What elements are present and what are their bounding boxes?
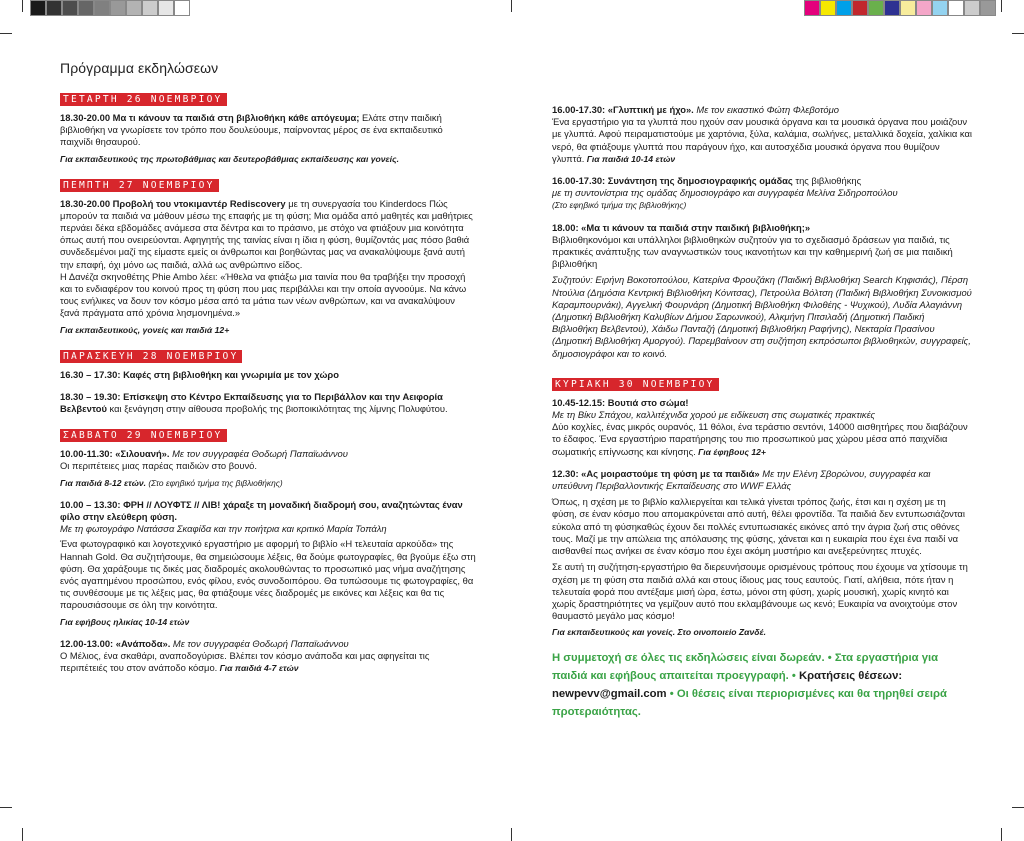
grayscale-color-bar	[30, 0, 190, 16]
crop-mark-left-lower	[0, 807, 12, 808]
crop-mark-bottom-center	[511, 828, 512, 841]
event-title: 10.00-11.30: «Σιλουανή».	[60, 448, 170, 460]
event-text: Ο Μέλιος, ένα σκαθάρι, αναποδογύρισε. Βλέπει τον κόσμο ανάποδα και μας αφηγείται τις περιπέτειές του στον ανάποδο κόσμο.	[60, 649, 430, 674]
event-audience-note: Για παιδιά 8-12 ετών.	[60, 477, 147, 488]
gray-swatch-6	[126, 0, 142, 16]
event-host: Με τη φωτογράφο Νατάσσα Σκαφίδα και την ποιήτρια και κριτικό Μαρία Τοπάλη	[60, 523, 387, 535]
color-swatch-5	[884, 0, 900, 16]
event-sat-4	[552, 104, 972, 165]
event-host: Με τον εικαστικό Φώτη Φλεβοτόμο	[693, 104, 839, 115]
event-location-note: (Στο εφηβικό τμήμα της βιβλιοθήκης)	[552, 200, 687, 211]
page-title: Πρόγραμμα εκδηλώσεων	[60, 60, 219, 76]
gray-swatch-1	[46, 0, 62, 16]
event-wed-1	[60, 112, 476, 165]
gray-swatch-3	[78, 0, 94, 16]
crop-mark-right-upper	[1012, 33, 1024, 34]
event-audience-note: Για εκπαιδευτικούς και γονείς. Στο οινοποιείο Ζανδέ.	[552, 627, 766, 638]
crop-mark-right-lower	[1012, 807, 1024, 808]
event-title: 12.00-13.00: «Ανάποδα».	[60, 637, 171, 649]
event-sat-2	[60, 499, 476, 628]
day-banner-sunday: ΚΥΡΙΑΚΗ 30 ΝΟΕΜΒΡΙΟΥ	[552, 378, 719, 391]
crop-mark-bottom-left	[22, 828, 23, 841]
color-swatch-8	[932, 0, 948, 16]
gray-swatch-9	[174, 0, 190, 16]
event-audience-note: Για εκπαιδευτικούς της πρωτοβάθμιας και δευτεροβάθμιας εκπαίδευσης και γονείς.	[60, 153, 400, 164]
event-text: Ελάτε στην παιδική βιβλιοθήκη να γνωρίσετε τον τρόπο που δουλεύουμε, παίρνοντας μέρος σε ένα εκπαιδευτικό παιχνίδι θησαυρού.	[60, 112, 443, 148]
event-sun-2	[552, 468, 972, 638]
event-title: 16.30 – 17.30: Καφές στη βιβλιοθήκη και γνωριμία με τον χώρο	[60, 368, 339, 380]
color-swatch-4	[868, 0, 884, 16]
gray-swatch-4	[94, 0, 110, 16]
reservation-email-text: Κρατήσεις θέσεων: newpevv@gmail.com	[552, 670, 903, 701]
event-title: 18.30 – 19.30: Επίσκεψη στο Κέντρο Εκπαίδευσης για το Περιβάλλον και την Αειφορία Βελβεντού	[60, 390, 443, 415]
crop-mark-left-upper	[0, 33, 12, 34]
event-title: 16.00-17.30: Συνάντηση της δημοσιογραφικής ομάδας	[552, 175, 793, 187]
event-text-2: Σε αυτή τη συζήτηση-εργαστήριο θα διερευνήσουμε ορισμένους τρόπους που έχουμε να χτίσουμε τη σχέση με τη φύση στα παιδιά αλλά και στους ίδιους μας τους εαυτούς. Γιατί, αλήθεια, πότε ήταν η τελευταία φορά που αντέξαμε μισή ώρα, έστω, μόνοι στη φύση, χωρίς μουσική, χωρίς κινητό και χωρίς δραστηριότητες να γεμίζουν αυτό που εκλαμβάνουμε ως κενό; Ευκαιρία να ανοιχτούμε στον θαυμαστό μεγάλο μας κόσμο!	[552, 561, 968, 622]
color-swatch-1	[820, 0, 836, 16]
left-page	[60, 60, 476, 684]
day-section-saturday	[60, 425, 476, 674]
event-sat-6	[552, 222, 972, 360]
event-thu-1	[60, 198, 476, 336]
color-swatch-10	[964, 0, 980, 16]
day-section-sunday	[552, 374, 972, 638]
crop-mark-top-right	[1001, 0, 1002, 12]
event-audience-note: Για παιδιά 4-7 ετών	[217, 663, 299, 674]
crop-mark-top-center	[511, 0, 512, 12]
color-swatch-6	[900, 0, 916, 16]
event-text: Βιβλιοθηκονόμοι και υπάλληλοι βιβλιοθηκών συζητούν για το σχεδιασμό δράσεων για παιδιά, τις πρακτικές ανάπτυξης των αναγνωστικών τους ικανοτήτων και την καθημερινή ζωή σε μια παιδική βιβλιοθήκη	[552, 233, 953, 270]
gray-swatch-2	[62, 0, 78, 16]
event-audience-note: Για έφηβους 12+	[695, 446, 766, 457]
color-swatch-3	[852, 0, 868, 16]
event-title: 12.30: «Ας μοιραστούμε τη φύση με τα παιδιά»	[552, 467, 760, 479]
event-text: Όπως, η σχέση με το βιβλίο καλλιεργείται και τελικά γίνεται τρόπος ζωής, έτσι και η σχέση με τη φύση, σε έναν κόσμο που απομακρύνεται από αυτή, θέλει φροντίδα. Τα παιδιά δεν εντυπωσιάζονται εύκολα από τη φύσηκαθώς έχουν δει πολλές εντυπωσιακές εικόνες από την άγρια ζωή στις οθόνες τους. Μαζί με την απώλεια της απόλαυσης της φύσης, χάνεται και η ευκαιρία που έχει ένα παιδί να αισθανθεί πως ανήκει σε έναν κόσμο που έχει ακόμη μυστήριο και ανεξερεύνητες πτυχές.	[552, 496, 965, 557]
free-participation-text: Η συμμετοχή σε όλες τις εκδηλώσεις είναι δωρεάν. • Στα εργαστήρια για παιδιά και εφήβους απαιτείται προεγγραφή. •	[552, 652, 939, 683]
event-host: Με τον συγγραφέα Θοδωρή Παπαϊωάννου	[169, 448, 348, 460]
event-audience-note: Για παιδιά 10-14 ετών	[584, 153, 676, 164]
day-section-friday	[60, 346, 476, 416]
event-title: 10.00 – 13.30: ΦΡΗ // ΛΟΥΦΤΣ // ΛΙΒ! χάραξε τη μοναδική διαδρομή σου, αναζητώντας έναν φίλο στην ελεύθερη φύση.	[60, 498, 463, 523]
event-text: Ένα εργαστήριο για τα γλυπτά που ηχούν σαν μουσικά όργανα και τα μουσικά όργανα που μοιάζουν με γλυπτά. Αφού πειραματιστούμε με χαρτόνια, ξύλα, καλάμια, σωλήνες, μεταλλικά δοχεία, χαλίκια και νερό, θα φτιάξουμε γλυπτά που παράγουν ήχο, και αυτοσχέδια μουσικά όργανα που θυμίζουν γλυπτά.	[552, 116, 972, 164]
event-fri-2	[60, 391, 476, 415]
event-title: 10.45-12.15: Βουτιά στο σώμα!	[552, 396, 689, 408]
event-host: Με τη Βίκυ Σπάχου, καλλιτέχνιδα χορού με ειδίκευση στις σωματικές πρακτικές	[552, 409, 876, 421]
event-sat-3	[60, 638, 476, 675]
gray-swatch-8	[158, 0, 174, 16]
event-host: Με την Ελένη Σβορώνου, συγγραφέα και υπεύθυνη Περιβαλλοντικής Εκπαίδευσης στο WWF Ελλάς	[552, 467, 931, 492]
event-title: 18.30-20.00 Μα τι κάνουν τα παιδιά στη βιβλιοθήκη κάθε απόγευμα;	[60, 112, 360, 123]
gray-swatch-7	[142, 0, 158, 16]
color-swatch-2	[836, 0, 852, 16]
right-page	[552, 104, 972, 720]
day-banner-thursday: ΠΕΜΠΤΗ 27 ΝΟΕΜΒΡΙΟΥ	[60, 179, 219, 192]
event-quote: Η Δανέζα σκηνοθέτης Phie Ambo λέει: «Ήθελα να φτιάξω μια ταινία που θα τραβήξει την προσοχή και το ενδιαφέρον του κοινού προς τη φύση που μας περιβάλλει και την οποία αγνοούμε. Να κάνω τους ενήλικες να δουν τον κόσμο μέσα από τα μάτια των νέων ανθρώπων, και να ανακαλύψουν ξανά πράγματα από χρόνια λησμονημένα.»	[60, 270, 467, 319]
event-speakers: Συζητούν: Ειρήνη Βοκοτοπούλου, Κατερίνα Φρουζάκη (Παιδική Βιβλιοθήκη Search Κηφισιάς), Πέρση Ντούλια (Δημόσια Κεντρική Βιβλιοθήκη Κόνιτσας), Πετρούλα Βόλτση (Παιδική Βιβλιοθήκη Συνοικισμού Καραμπουρνάκι), Αγγελική Φουρνάρη (Δημοτική Βιβλιοθήκη Φιλοθέης - Ψυχικού), Λυδία Αλαγιάννη (Δημοτική Βιβλιοθήκη Καλυβίων Δήμου Σαρωνικού), Αλκμήνη Πιτσιλαδή (Δημοτική Παιδική Βιβλιοθήκη Βελβεντού), Χάιδω Πανταζή (Δημοτική Βιβλιοθήκη Ραφήνης), Νεκταρία Πρασίνου (Δημοτική Βιβλιοθήκη Αμοργού). Παρεμβαίνουν στη συζήτηση εκπρόσωποι βιβλιοθηκών, συγγραφείς, δημοσιογράφοι και το κοινό.	[552, 274, 972, 359]
day-banner-friday: ΠΑΡΑΣΚΕΥΗ 28 ΝΟΕΜΒΡΙΟΥ	[60, 350, 242, 363]
event-text: με τη συνεργασία του Kinderdocs Πώς μπορούν τα παιδιά να μάθουν μέσω της επαφής με τη φύση; Μια ομάδα από μαθητές και μαθήτριες περνάει δέκα εβδομάδες ανάμεσα στα δέντρα και το πράσινο, με στόχο να φτιάξουν μια κοινότητα όπως αυτή που ονειρεύονται. Αφηγητής της ταινίας είναι η ίδια η φύση, θυμίζοντάς μας πόσο βαθιά συνδεδεμένοι μαζί της είμαστε εμείς οι άνθρωποι και βοηθώντας μας να ανακαλύψουμε ξανά αυτή την επαφή, όχι μόνο ως παιδιά, αλλά ως ανθρώπινο είδος.	[60, 197, 473, 270]
event-audience-note: Για εκπαιδευτικούς, γονείς και παιδιά 12+	[60, 324, 230, 335]
event-sun-1	[552, 397, 972, 458]
day-section-wednesday	[60, 89, 476, 165]
crop-mark-top-left	[22, 0, 23, 12]
cmyk-color-bar	[804, 0, 996, 16]
event-host: Με τον συγγραφέα Θοδωρή Παπαϊωάννου	[170, 637, 349, 649]
day-banner-saturday: ΣΑΒΒΑΤΟ 29 ΝΟΕΜΒΡΙΟΥ	[60, 429, 227, 442]
event-title: 18.30-20.00 Προβολή του ντοκιμαντέρ Rediscovery	[60, 197, 286, 209]
day-section-thursday	[60, 175, 476, 336]
event-location-note: (Στο εφηβικό τμήμα της βιβλιοθήκης)	[146, 477, 283, 488]
color-swatch-0	[804, 0, 820, 16]
event-host: με τη συντονίστρια της ομάδας δημοσιογράφο και συγγραφέα Μελίνα Σιδηροπούλου	[552, 187, 898, 199]
event-text: Ένα φωτογραφικό και λογοτεχνικό εργαστήριο με αφορμή το βιβλίο «Η τελευταία αρκούδα» της Hannah Gold. Θα συζητήσουμε, θα σημειώσουμε λέξεις, θα δούμε φωτογραφίες, θα βγούμε έξω στη φύση. Θα χαράξουμε τις δικές μας διαδρομές ακολουθώντας το προσωπικό μας νήμα αναζήτησης ενός αγαπημένου προσώπου, ενός φίλου, ενός συνοδοιπόρου. Θα τυπώσουμε τις φωτογραφίες, θα τις συνθέσουμε με τις λέξεις μας, θα φτιάξουμε νέες διαδρομές με εικόνες και λέξεις και θα τις παρουσιάσουμε σε όλη την κοινότητα.	[60, 538, 476, 611]
event-sat-5	[552, 175, 972, 212]
event-sat-1	[60, 448, 476, 489]
color-swatch-7	[916, 0, 932, 16]
event-text: Δύο κοχλίες, ένας μικρός ουρανός, 11 θόλοι, ένα τεράστιο σεντόνι, 14000 αισθητήρες που διαβάζουν το έδαφος. Ένα εργαστήριο παρατήρησης του πιο προσωπικού μας χώρου μέσα από παιχνίδια σωματικής επίγνωσης και κίνησης.	[552, 421, 968, 457]
day-banner-wednesday: ΤΕΤΑΡΤΗ 26 ΝΟΕΜΒΡΙΟΥ	[60, 93, 227, 106]
gray-swatch-0	[30, 0, 46, 16]
color-swatch-11	[980, 0, 996, 16]
participation-info	[552, 648, 972, 720]
event-audience-note: Για εφήβους ηλικίας 10-14 ετών	[60, 616, 190, 627]
color-swatch-9	[948, 0, 964, 16]
event-title: 18.00: «Μα τι κάνουν τα παιδιά στην παιδική βιβλιοθήκη;»	[552, 221, 811, 233]
event-title: 16.00-17.30: «Γλυπτική με ήχο».	[552, 104, 694, 115]
event-text: και ξενάγηση στην αίθουσα προβολής της βιοποικιλότητας της λίμνης Πολυφύτου.	[106, 403, 448, 415]
limited-seats-text: • Οι θέσεις είναι περιορισμένες και θα τηρηθεί σειρά προτεραιότητας.	[552, 688, 947, 719]
gray-swatch-5	[110, 0, 126, 16]
event-text: Οι περιπέτειες μιας παρέας παιδιών στο βουνό.	[60, 460, 257, 472]
event-text: της βιβλιοθήκης	[792, 175, 862, 187]
event-fri-1	[60, 369, 476, 381]
crop-mark-bottom-right	[1001, 828, 1002, 841]
